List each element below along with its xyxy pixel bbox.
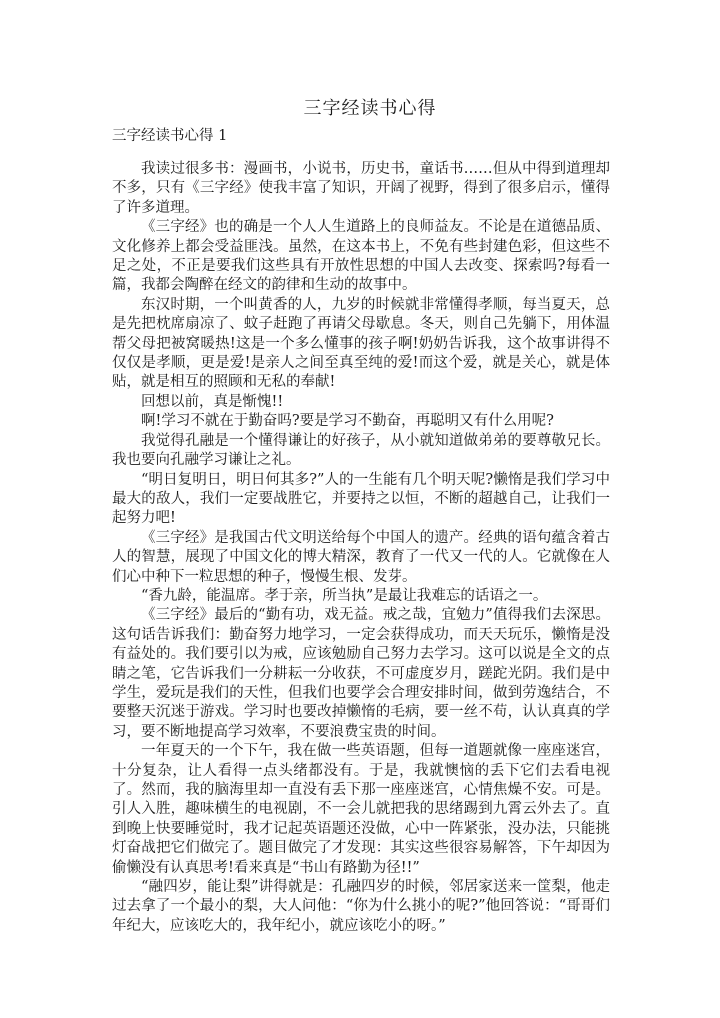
document-body bbox=[112, 160, 610, 936]
paragraph-7: “明日复明日，明日何其多?”人的一生能有几个明天呢?懒惰是我们学习中最大的敌人，我们一定要战胜它，并要持之以恒，不断的超越自己，让我们一起努力吧! bbox=[112, 471, 610, 527]
document-subtitle: 三字经读书心得 1 bbox=[112, 128, 228, 144]
paragraph-1: 我读过很多书：漫画书，小说书，历史书，童话书……但从中得到道理却不多，只有《三字经》使我丰富了知识，开阔了视野，得到了很多启示，懂得了许多道理。 bbox=[112, 161, 610, 216]
paragraph-12: “融四岁，能让梨”讲得就是：孔融四岁的时候，邻居家送来一筐梨，他走过去拿了一个最小的梨，大人问他：“你为什么挑小的呢?”他回答说：“哥哥们年纪大，应该吃大的，我年纪小，就应该吃小的呀。” bbox=[112, 879, 610, 934]
paragraph-11: 一年夏天的一个下午，我在做一些英语题，但每一道题就像一座座迷宫，十分复杂，让人看得一点头绪都没有。于是，我就懊恼的丢下它们去看电视了。然而，我的脑海里却一直没有丢下那一座座迷宫，心情焦燥不安。可是。引人入胜，趣味横生的电视剧，不一会儿就把我的思绪踢到九霄云外去了。直到晚上快要睡觉时，我才记起英语题还没做，心中一阵紧张，没办法，只能挑灯奋战把它们做完了。题目做完了才发现：其实这些很容易解答，下午却因为偷懒没有认真思考!看来真是“书山有路勤为径!!” bbox=[112, 743, 610, 876]
paragraph-9: “香九龄，能温席。孝于亲，所当执”是最让我难忘的话语之一。 bbox=[141, 587, 548, 604]
paragraph-10: 《三字经》最后的“勤有功，戏无益。戒之哉，宜勉力”值得我们去深思。这句话告诉我们：勤奋努力地学习，一定会获得成功，而天天玩乐，懒惰是没有益处的。我们要引以为戒，应该勉励自己努力去学习。这可以说是全文的点睛之笔，它告诉我们一分耕耘一分收获，不可虚度岁月，蹉跎光阴。我们是中学生，爱玩是我们的天性，但我们也要学会合理安排时间，做到劳逸结合，不要整天沉迷于游戏。学习时也要改掉懒惰的毛病，要一丝不苟，认认真真的学习，要不断地提高学习效率，不要浪费宝贵的时间。 bbox=[112, 607, 610, 740]
paragraph-8: 《三字经》是我国古代文明送给每个中国人的遗产。经典的语句蕴含着古人的智慧，展现了中国文化的博大精深，教育了一代又一代的人。它就像在人们心中种下一粒思想的种子，慢慢生根、发芽。 bbox=[112, 529, 610, 585]
paragraph-4: 回想以前，真是惭愧!! bbox=[141, 393, 284, 410]
document-title: 三字经读书心得 bbox=[303, 98, 437, 119]
paragraph-6: 我觉得孔融是一个懂得谦让的好孩子，从小就知道做弟弟的要尊敬兄长。我也要向孔融学习谦让之礼。 bbox=[112, 432, 610, 469]
paragraph-5: 啊!学习不就在于勤奋吗?要是学习不勤奋，再聪明又有什么用呢? bbox=[141, 413, 554, 430]
paragraph-3: 东汉时期，一个叫黄香的人，九岁的时候就非常懂得孝顺，每当夏天，总是先把枕席扇凉了、蚊子赶跑了再请父母歇息。冬天，则自己先躺下，用体温帮父母把被窝暖热!这是一个多么懂事的孩子啊!奶奶告诉我，这个故事讲得不仅仅是孝顺，更是爱!是亲人之间至真至纯的爱!而这个爱，就是关心，就是体贴，就是相互的照顾和无私的奉献! bbox=[112, 296, 610, 391]
paragraph-2: 《三字经》也的确是一个人人生道路上的良师益友。不论是在道德品质、文化修养上都会受益匪浅。虽然，在这本书上，不免有些封建色彩，但这些不足之处，不正是要我们这些具有开放性思想的中国人去改变、探索吗?每看一篇，我都会陶醉在经文的韵律和生动的故事中。 bbox=[112, 219, 610, 294]
document-page bbox=[112, 0, 610, 934]
